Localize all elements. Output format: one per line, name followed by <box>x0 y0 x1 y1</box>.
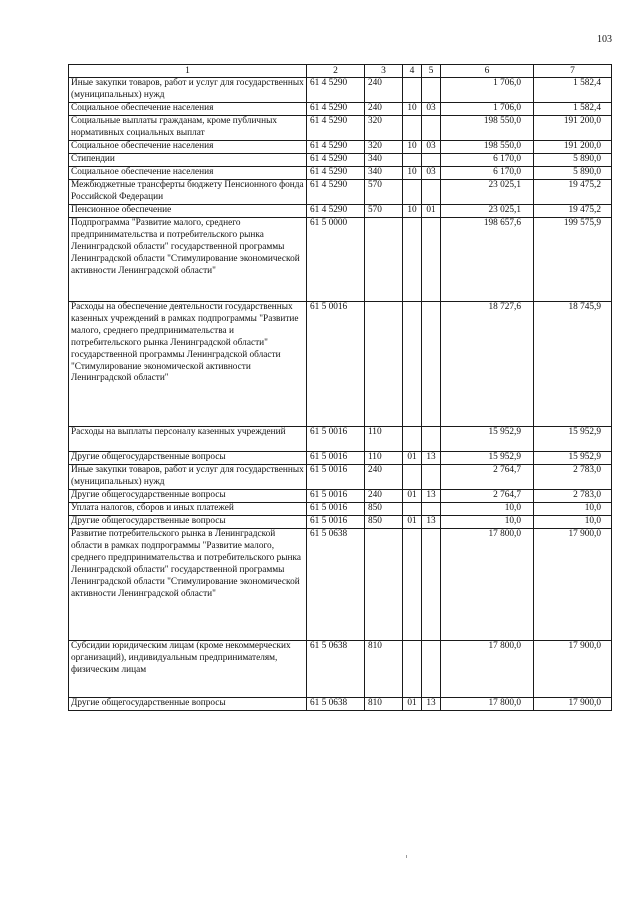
subsection-code <box>422 427 441 452</box>
subsection-code <box>422 641 441 698</box>
amount-year-1: 10,0 <box>441 503 534 516</box>
table-row <box>69 180 612 205</box>
target-code: 61 5 0016 <box>307 427 365 452</box>
table-row <box>69 116 612 141</box>
column-number: 4 <box>403 65 422 78</box>
target-code: 61 5 0638 <box>307 641 365 698</box>
amount-year-2: 18 745,9 <box>534 302 612 427</box>
expense-name: Расходы на выплаты персоналу казенных учреждений <box>69 427 307 452</box>
amount-year-1: 17 800,0 <box>441 641 534 698</box>
subsection-code: 13 <box>422 698 441 711</box>
expense-name: Социальное обеспечение населения <box>69 167 307 180</box>
target-code: 61 4 5290 <box>307 180 365 205</box>
subsection-code: 13 <box>422 516 441 529</box>
expense-type: 110 <box>365 452 403 465</box>
amount-year-1: 2 764,7 <box>441 465 534 490</box>
amount-year-2: 191 200,0 <box>534 116 612 141</box>
subsection-code: 13 <box>422 452 441 465</box>
expense-name: Расходы на обеспечение деятельности государственных казенных учреждений в рамках подпрограммы "Развитие малого, среднего предпринимательства и потребительского рынка Ленинградской области" государственной программы Ленинградской области "Стимулирование экономической активности Ленинградской области" <box>69 302 307 427</box>
subsection-code <box>422 302 441 427</box>
expense-name: Другие общегосударственные вопросы <box>69 698 307 711</box>
amount-year-2: 5 890,0 <box>534 167 612 180</box>
table-row <box>69 503 612 516</box>
subsection-code <box>422 465 441 490</box>
expense-type <box>365 218 403 302</box>
subsection-code <box>422 529 441 641</box>
expense-type: 850 <box>365 516 403 529</box>
expense-name: Развитие потребительского рынка в Ленинградской области в рамках подпрограммы "Развитие малого, среднего предпринимательства и потребительского рынка Ленинградской области" государственной программы Ленинградской области "Стимулирование экономической активности Ленинградской области" <box>69 529 307 641</box>
amount-year-2: 2 783,0 <box>534 490 612 503</box>
expense-name: Другие общегосударственные вопросы <box>69 516 307 529</box>
expense-type: 340 <box>365 167 403 180</box>
amount-year-1: 10,0 <box>441 516 534 529</box>
expense-name: Иные закупки товаров, работ и услуг для государственных (муниципальных) нужд <box>69 78 307 103</box>
subsection-code <box>422 154 441 167</box>
amount-year-2: 1 582,4 <box>534 103 612 116</box>
table-row <box>69 452 612 465</box>
amount-year-1: 15 952,9 <box>441 427 534 452</box>
section-code: 10 <box>403 103 422 116</box>
amount-year-2: 17 900,0 <box>534 698 612 711</box>
section-code: 01 <box>403 516 422 529</box>
amount-year-2: 10,0 <box>534 516 612 529</box>
section-code <box>403 78 422 103</box>
section-code <box>403 529 422 641</box>
section-code <box>403 427 422 452</box>
amount-year-1: 198 657,6 <box>441 218 534 302</box>
expense-type: 240 <box>365 465 403 490</box>
table-row <box>69 302 612 427</box>
expense-type: 110 <box>365 427 403 452</box>
section-code <box>403 116 422 141</box>
expense-name: Пенсионное обеспечение <box>69 205 307 218</box>
table-row <box>69 427 612 452</box>
section-code: 01 <box>403 452 422 465</box>
section-code <box>403 154 422 167</box>
table-row <box>69 154 612 167</box>
expense-type: 240 <box>365 78 403 103</box>
table-row <box>69 218 612 302</box>
amount-year-1: 17 800,0 <box>441 529 534 641</box>
subsection-code: 03 <box>422 103 441 116</box>
amount-year-1: 23 025,1 <box>441 180 534 205</box>
amount-year-2: 19 475,2 <box>534 205 612 218</box>
target-code: 61 5 0016 <box>307 516 365 529</box>
expense-type: 340 <box>365 154 403 167</box>
amount-year-2: 5 890,0 <box>534 154 612 167</box>
amount-year-2: 199 575,9 <box>534 218 612 302</box>
section-code: 10 <box>403 205 422 218</box>
target-code: 61 5 0016 <box>307 465 365 490</box>
expense-name: Иные закупки товаров, работ и услуг для государственных (муниципальных) нужд <box>69 465 307 490</box>
expense-name: Другие общегосударственные вопросы <box>69 490 307 503</box>
expense-name: Межбюджетные трансферты бюджету Пенсионного фонда Российской Федерации <box>69 180 307 205</box>
subsection-code <box>422 218 441 302</box>
expense-name: Подпрограмма "Развитие малого, среднего предпринимательства и потребительского рынка Ленинградской области" государственной программы Ленинградской области "Стимулирование экономической активности Ленинградской области" <box>69 218 307 302</box>
scan-artifact <box>406 855 407 858</box>
expense-type: 240 <box>365 103 403 116</box>
amount-year-1: 18 727,6 <box>441 302 534 427</box>
expense-name: Социальное обеспечение населения <box>69 103 307 116</box>
expense-name: Другие общегосударственные вопросы <box>69 452 307 465</box>
expense-type: 850 <box>365 503 403 516</box>
expense-name: Социальное обеспечение населения <box>69 141 307 154</box>
target-code: 61 4 5290 <box>307 154 365 167</box>
amount-year-1: 17 800,0 <box>441 698 534 711</box>
amount-year-2: 17 900,0 <box>534 641 612 698</box>
subsection-code: 01 <box>422 205 441 218</box>
column-number: 2 <box>307 65 365 78</box>
table-row <box>69 205 612 218</box>
column-number: 5 <box>422 65 441 78</box>
expense-name: Субсидии юридическим лицам (кроме некоммерческих организаций), индивидуальным предпринимателям, физическим лицам <box>69 641 307 698</box>
table-row <box>69 516 612 529</box>
column-number-row <box>69 65 612 78</box>
expense-type <box>365 529 403 641</box>
expense-type: 570 <box>365 180 403 205</box>
budget-table <box>68 64 612 711</box>
section-code <box>403 180 422 205</box>
subsection-code <box>422 503 441 516</box>
amount-year-1: 198 550,0 <box>441 116 534 141</box>
subsection-code <box>422 180 441 205</box>
subsection-code: 03 <box>422 167 441 180</box>
target-code: 61 5 0000 <box>307 218 365 302</box>
amount-year-2: 10,0 <box>534 503 612 516</box>
section-code <box>403 302 422 427</box>
table-row <box>69 103 612 116</box>
expense-name: Социальные выплаты гражданам, кроме публичных нормативных социальных выплат <box>69 116 307 141</box>
amount-year-2: 19 475,2 <box>534 180 612 205</box>
column-number: 1 <box>69 65 307 78</box>
amount-year-1: 6 170,0 <box>441 154 534 167</box>
amount-year-1: 15 952,9 <box>441 452 534 465</box>
table-row <box>69 490 612 503</box>
target-code: 61 4 5290 <box>307 141 365 154</box>
table-row <box>69 167 612 180</box>
expense-type <box>365 302 403 427</box>
section-code: 10 <box>403 141 422 154</box>
amount-year-2: 191 200,0 <box>534 141 612 154</box>
column-number: 6 <box>441 65 534 78</box>
amount-year-2: 2 783,0 <box>534 465 612 490</box>
amount-year-2: 15 952,9 <box>534 427 612 452</box>
amount-year-1: 6 170,0 <box>441 167 534 180</box>
section-code <box>403 503 422 516</box>
section-code <box>403 218 422 302</box>
table-row <box>69 141 612 154</box>
section-code: 01 <box>403 490 422 503</box>
target-code: 61 4 5290 <box>307 116 365 141</box>
amount-year-1: 198 550,0 <box>441 141 534 154</box>
expense-type: 240 <box>365 490 403 503</box>
expense-name: Уплата налогов, сборов и иных платежей <box>69 503 307 516</box>
table-row <box>69 465 612 490</box>
section-code: 10 <box>403 167 422 180</box>
subsection-code: 13 <box>422 490 441 503</box>
subsection-code: 03 <box>422 141 441 154</box>
amount-year-2: 1 582,4 <box>534 78 612 103</box>
table-row <box>69 641 612 698</box>
section-code <box>403 465 422 490</box>
amount-year-1: 1 706,0 <box>441 103 534 116</box>
target-code: 61 5 0638 <box>307 529 365 641</box>
amount-year-2: 15 952,9 <box>534 452 612 465</box>
target-code: 61 5 0016 <box>307 503 365 516</box>
target-code: 61 5 0016 <box>307 490 365 503</box>
expense-type: 810 <box>365 698 403 711</box>
target-code: 61 4 5290 <box>307 205 365 218</box>
target-code: 61 5 0016 <box>307 302 365 427</box>
subsection-code <box>422 116 441 141</box>
expense-type: 320 <box>365 141 403 154</box>
amount-year-1: 2 764,7 <box>441 490 534 503</box>
page-number: 103 <box>597 34 612 45</box>
target-code: 61 4 5290 <box>307 78 365 103</box>
target-code: 61 5 0016 <box>307 452 365 465</box>
target-code: 61 4 5290 <box>307 167 365 180</box>
target-code: 61 5 0638 <box>307 698 365 711</box>
table-row <box>69 529 612 641</box>
target-code: 61 4 5290 <box>307 103 365 116</box>
expense-type: 810 <box>365 641 403 698</box>
table-row <box>69 78 612 103</box>
amount-year-1: 1 706,0 <box>441 78 534 103</box>
amount-year-2: 17 900,0 <box>534 529 612 641</box>
column-number: 3 <box>365 65 403 78</box>
column-number: 7 <box>534 65 612 78</box>
expense-type: 570 <box>365 205 403 218</box>
expense-name: Стипендии <box>69 154 307 167</box>
section-code: 01 <box>403 698 422 711</box>
table-row <box>69 698 612 711</box>
amount-year-1: 23 025,1 <box>441 205 534 218</box>
section-code <box>403 641 422 698</box>
subsection-code <box>422 78 441 103</box>
expense-type: 320 <box>365 116 403 141</box>
